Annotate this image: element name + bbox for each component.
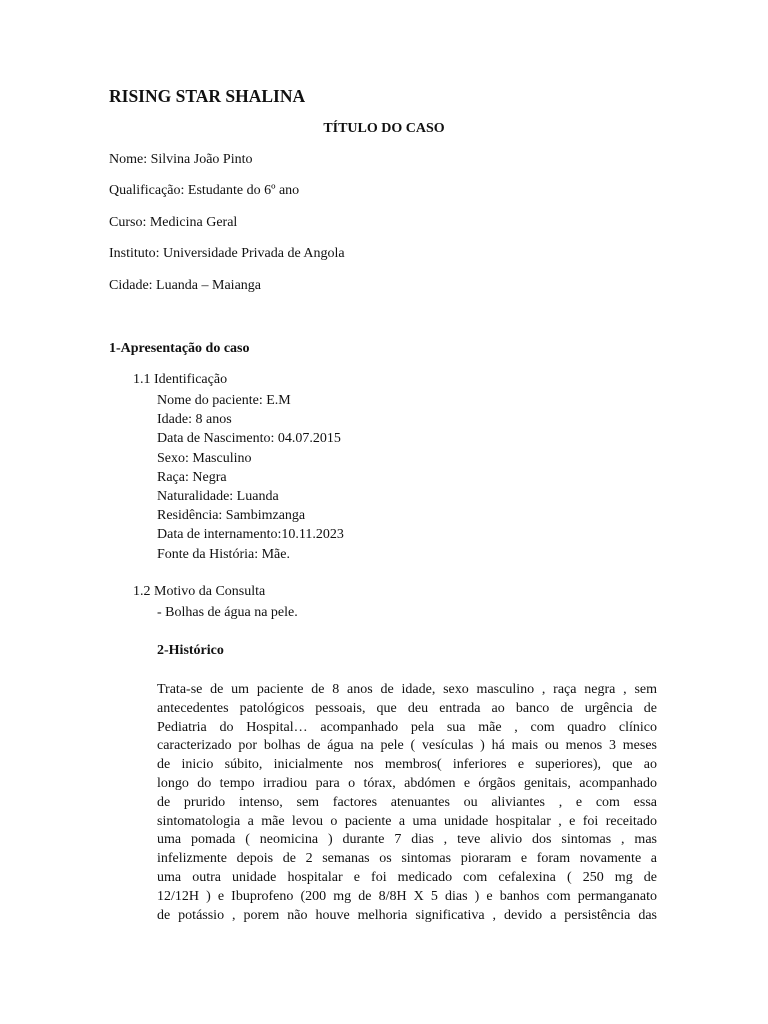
history-source: Fonte da História: Mãe.: [157, 546, 290, 562]
identification-heading: 1.1 Identificação: [133, 372, 228, 387]
paragraph-line: de inicio súbito, inicialmente nos membros( inferiores e superiores), que ao: [157, 757, 657, 773]
paragraph-line: 12/12H ) e Ibuprofeno (200 mg de 8/8H X 5 dias ) e banhos com permanganato: [157, 888, 657, 904]
consultation-reason-item: - Bolhas de água na pele.: [157, 605, 298, 620]
paragraph-line: longo do tempo irradiou para o tórax, abdómen e órgãos genitais, acompanhado: [157, 775, 657, 791]
paragraph-line: uma outra unidade hospitalar e foi medicado com cefalexina ( 250 mg de: [157, 869, 657, 885]
consultation-reason-heading: 1.2 Motivo da Consulta: [133, 584, 266, 599]
author-qualification: Qualificação: Estudante do 6º ano: [109, 183, 300, 198]
paragraph-line: antecedentes patológicos pessoais, que deu entrada ao banco de urgência de: [157, 700, 657, 716]
paragraph-line: de potássio , porem não houve melhoria significativa , devido a persistência das: [157, 907, 657, 923]
author-institute: Instituto: Universidade Privada de Angola: [109, 246, 345, 261]
consultation-reason-list: [157, 603, 298, 622]
patient-age: Idade: 8 anos: [157, 412, 232, 428]
author-name: Nome: Silvina João Pinto: [109, 152, 253, 167]
patient-race: Raça: Negra: [157, 469, 227, 485]
admission-date: Data de internamento:10.11.2023: [157, 527, 344, 543]
case-title: TÍTULO DO CASO: [323, 121, 445, 136]
identification-list: [157, 391, 344, 564]
paragraph-line: uma pomada ( neomicina ) durante 7 dias , teve alivio dos sintomas , mas: [157, 832, 657, 848]
author-city: Cidade: Luanda – Maianga: [109, 278, 262, 293]
patient-sex: Sexo: Masculino: [157, 450, 252, 466]
author-course: Curso: Medicina Geral: [109, 215, 238, 230]
section-presentation-heading: 1-Apresentação do caso: [109, 341, 250, 356]
history-paragraph: [157, 681, 657, 925]
paragraph-line: de prurido intenso, sem factores atenuantes ou aliviantes , e com essa: [157, 794, 657, 810]
document-title: RISING STAR SHALINA: [109, 86, 306, 106]
patient-origin: Naturalidade: Luanda: [157, 489, 279, 505]
section-history-heading: 2-Histórico: [157, 643, 224, 658]
paragraph-line: Pediatria do Hospital… acompanhado pela sua mãe , com quadro clínico: [157, 719, 657, 735]
paragraph-line: Trata-se de um paciente de 8 anos de idade, sexo masculino , raça negra , sem: [157, 682, 657, 697]
paragraph-line: sintomatologia a mãe levou o paciente a uma unidade hospitalar , e foi receitado: [157, 813, 657, 829]
patient-name: Nome do paciente: E.M: [157, 393, 291, 408]
paragraph-line: infelizmente depois de 2 semanas os sintomas pioraram e foram novamente a: [157, 851, 657, 867]
patient-residence: Residência: Sambimzanga: [157, 508, 306, 524]
patient-birthdate: Data de Nascimento: 04.07.2015: [157, 431, 341, 447]
paragraph-line: caracterizado por bolhas de água na pele ( vesículas ) há mais ou menos 3 meses: [157, 738, 657, 754]
